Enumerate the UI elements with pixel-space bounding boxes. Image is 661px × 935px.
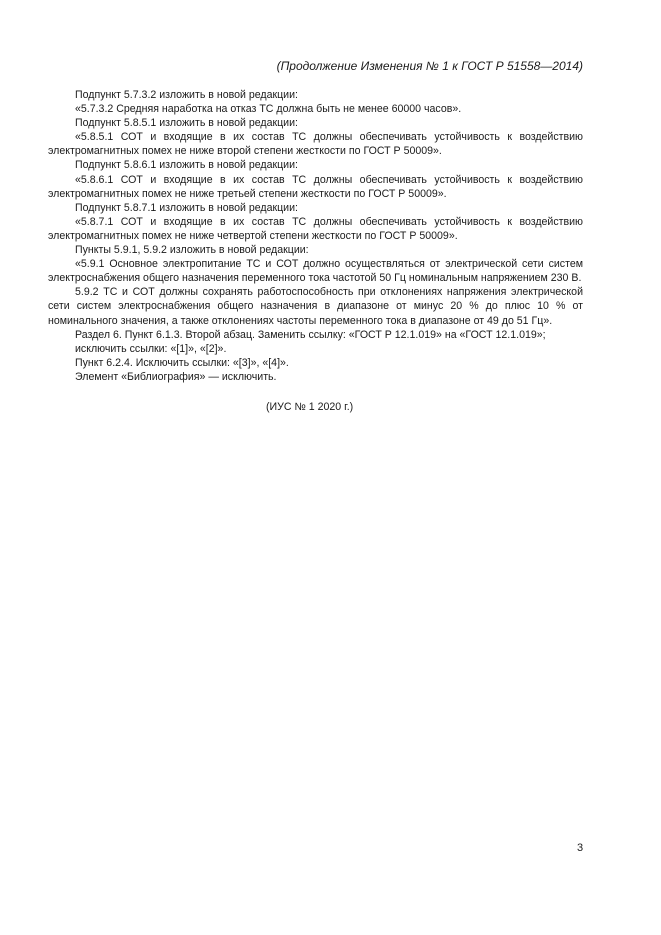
paragraph: Пункт 6.2.4. Исключить ссылки: «[3]», «[4]». (75, 356, 289, 369)
paragraph: «5.7.3.2 Средняя наработка на отказ ТС должна быть не менее 60000 часов». (75, 103, 462, 116)
paragraph: Подпункт 5.8.7.1 изложить в новой редакции: (75, 201, 298, 214)
paragraph: Подпункт 5.7.3.2 изложить в новой редакции: (75, 89, 298, 101)
paragraph: Элемент «Библиография» — исключить. (75, 370, 277, 383)
paragraph: Подпункт 5.8.5.1 изложить в новой редакции: (75, 117, 298, 130)
paragraph: «5.8.7.1 СОТ и входящие в их состав ТС должны обеспечивать устойчивость к воздействию электромагнитных помех не ниже четвертой степени жесткости по ГОСТ Р 50009». (48, 215, 583, 242)
paragraph: Пункты 5.9.1, 5.9.2 изложить в новой редакции: (75, 244, 309, 257)
ius-reference: (ИУС № 1 2020 г.) (266, 401, 354, 413)
continuation-header: (Продолжение Изменения № 1 к ГОСТ Р 51558—2014) (276, 59, 583, 73)
paragraph: 5.9.2 ТС и СОТ должны сохранять работоспособность при отклонениях напряжения электрической сети систем электроснабжения общего назначения в диапазоне от минус 20 % до плюс 10 % от номинального значения, а также отклонениях частоты переменного тока в диапазоне от 49 до 51 Гц». (48, 286, 583, 327)
paragraph: «5.9.1 Основное электропитание ТС и СОТ должно осуществляться от электрической сети систем электроснабжения общего назначения переменного тока частотой 50 Гц номинальным напряжением 230 В. (48, 258, 583, 285)
page-number: 3 (577, 842, 584, 854)
paragraph: Подпункт 5.8.6.1 изложить в новой редакции: (75, 159, 298, 172)
paragraph: «5.8.6.1 СОТ и входящие в их состав ТС должны обеспечивать устойчивость к воздействию электромагнитных помех не ниже третьей степени жесткости по ГОСТ Р 50009». (48, 173, 583, 200)
amendment-body (48, 88, 583, 384)
paragraph: Раздел 6. Пункт 6.1.3. Второй абзац. Заменить ссылку: «ГОСТ Р 12.1.019» на «ГОСТ 12.1.019»; (75, 328, 546, 341)
paragraph: «5.8.5.1 СОТ и входящие в их состав ТС должны обеспечивать устойчивость к воздействию электромагнитных помех не ниже второй степени жесткости по ГОСТ Р 50009». (48, 131, 583, 158)
paragraph: исключить ссылки: «[1]», «[2]». (75, 342, 227, 355)
